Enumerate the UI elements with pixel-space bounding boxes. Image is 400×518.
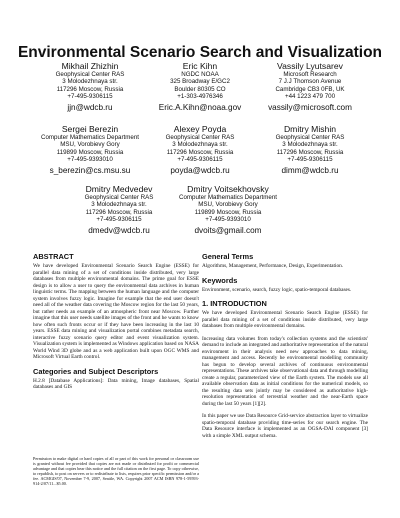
keywords-text: Environment, scenario, search, fuzzy logic, spatio-temporal databases. [202, 286, 352, 293]
author-affiliation: Geophysical Center RAS [275, 134, 345, 141]
author-email: jjn@wdcb.ru [67, 102, 113, 112]
author-address: 119899 Moscow, Russia [194, 208, 262, 216]
author-address: 117296 Moscow, Russia [276, 148, 344, 156]
abstract-text: We have developed Environmental Scenario Search Engine (ESSE) for parallel data mining of a set of conditions inside distributed, very large databases from multiple environmental domains. The prime goal for ESSE design is to allow a user to query the environmental data archives in human linguistic terms. The mapping between the human language and the computer system involves fuzzy logic. Imagine for example that the end user doesn't need all of the weather data covering the Moscow region for the last 50 years, but rather needs an example of an atmospheric front near Moscow. Further imagine that this user needs satellite images of the front and he wants to know how often such fronts occur or if they have been increasing in the last 10 years. ESSE data mining and visualization portal combines metadata search, interactive fuzzy scenario query editor and event visualization system. Visualization system is implemented as Windows application based on NASA World Wind 3D globe and as a web application built upon OGC WMS and Microsoft Virtual Earth control. [33, 263, 199, 360]
author-address: 3 Molodezhnaya str. [91, 201, 147, 209]
author-address: 117296 Moscow, Russia [166, 148, 234, 156]
author-block [250, 124, 370, 176]
left-column [33, 252, 199, 397]
author-email: dvoits@gmail.com [194, 225, 262, 235]
paper-title: Environmental Scenario Search and Visualization [17, 44, 383, 61]
categories-heading: Categories and Subject Descriptors [33, 366, 159, 376]
author-address: MSU, Vorobievy Gory [60, 141, 120, 149]
author-phone: +7-495-9393010 [205, 216, 251, 224]
author-address: 119899 Moscow, Russia [56, 148, 124, 156]
author-phone: +7-495-9306115 [96, 216, 142, 224]
author-affiliation: Geophysical Center RAS [84, 194, 154, 201]
right-column [202, 252, 368, 445]
author-address: 117296 Moscow, Russia [85, 208, 153, 216]
author-address: 3 Molodezhnaya str. [282, 141, 338, 149]
author-name: Dmitry Voitsekhovsky [187, 184, 269, 194]
author-name: Sergei Berezin [61, 124, 119, 134]
author-phone: +1-303-4976346 [177, 93, 223, 101]
author-email: dimm@wdcb.ru [281, 165, 339, 175]
author-affiliation: Geophysical Center RAS [165, 134, 235, 141]
author-address: 117296 Moscow, Russia [56, 85, 124, 93]
author-phone: +7-495-9393010 [67, 156, 113, 164]
author-address: MSU, Vorobievy Gory [198, 201, 258, 209]
author-affiliation: Computer Mathematics Department [40, 134, 139, 141]
author-affiliation: Microsoft Research [283, 71, 337, 78]
general-terms-heading: General Terms [202, 252, 254, 261]
author-name: Alexey Poyda [173, 124, 227, 134]
author-name: Mikhail Zhizhin [61, 61, 119, 71]
author-phone: +7-495-9306115 [177, 156, 223, 164]
author-email: vassily@microsoft.com [268, 102, 352, 112]
author-block [140, 124, 260, 176]
author-phone: +7-495-9306115 [67, 93, 113, 101]
author-name: Vassily Lyutsarev [277, 61, 343, 71]
author-affiliation: NGDC NOAA [181, 71, 219, 78]
author-affiliation: Geophysical Center RAS [55, 71, 125, 78]
introduction-heading: 1. INTRODUCTION [202, 299, 267, 308]
author-address: Boulder 80305 CO [174, 85, 226, 93]
author-block [140, 61, 260, 113]
author-address: 325 Broadway E/GC2 [170, 78, 230, 86]
author-name: Dmitry Medvedev [85, 184, 153, 194]
author-name: Eric Kihn [182, 61, 218, 71]
author-phone: +44 1223 479 700 [284, 93, 336, 101]
author-email: Eric.A.Kihn@noaa.gov [158, 102, 242, 112]
intro-paragraph: We have developed Environmental Scenario Search Engine (ESSE) for parallel data mining of a set of conditions inside distributed, very large databases from multiple environmental domains. [202, 310, 368, 329]
general-terms-text: Algorithms, Management, Performance, Design, Experimentation. [202, 263, 344, 269]
intro-paragraph: In this paper we use Data Resource Grid-service abstraction layer to virtualize spatio-temporal database providing time-series for our search engine. The Data Resource interface is implemented as an OGSA-DAI component [3] with a simple XML output schema. [202, 413, 368, 439]
author-email: s_berezin@cs.msu.su [49, 165, 131, 175]
abstract-heading: ABSTRACT [33, 252, 74, 261]
author-address: 7 J.J Thomson Avenue [278, 78, 342, 86]
author-block [30, 61, 150, 113]
author-address: 3 Molodezhnaya str. [172, 141, 228, 149]
author-name: Dmitry Mishin [283, 124, 337, 134]
author-email: poyda@wdcb.ru [170, 165, 230, 175]
author-block [163, 184, 293, 236]
author-block [250, 61, 370, 113]
author-address: Cambridge CB3 0FB, UK [275, 85, 345, 93]
author-block [30, 124, 150, 176]
copyright-notice: Permission to make digital or hard copies of all or part of this work for personal or classroom use is granted without fee provided that copies are not made or distributed for profit or commercial advantage and that copies bear this notice and the full citation on the first page. To copy otherwise, to republish, to post on servers or to redistribute to lists, requires prior specific permission and/or a fee. ACMGIS'07, November 7-9, 2007, Seattle, WA. Copyright 2007 ACM ISBN 978-1-59593-914-2/07/11...$5.00. [33, 456, 199, 487]
author-phone: +7-495-9306115 [287, 156, 333, 164]
intro-paragraph: Increasing data volumes from today's collection systems and the scientists' demand to include an integrated and authoritative representation of the natural environment in their analysis need new approaches to data mining, management and access. Recently he environmental modelling community has begun to develop several archives of continuous environmental representations. These archives take observational data and through modelling create a regular, parameterized view of the Earth system. The models use all available observation data as initial conditions for the numerical models, so the resulting data sets jointly may be considered as authoritative high-resolution representation of terrestrial weather and the near-Earth space during the last 50 years [1][2]. [202, 335, 368, 407]
author-address: 3 Molodezhnaya str. [62, 78, 118, 86]
categories-text: H.2.8 [Database Applications]: Data mining, Image databases, Spatial databases and GIS [33, 377, 199, 390]
keywords-heading: Keywords [202, 275, 238, 285]
author-affiliation: Computer Mathematics Department [178, 194, 277, 201]
author-email: dmedv@wdcb.ru [88, 225, 150, 235]
